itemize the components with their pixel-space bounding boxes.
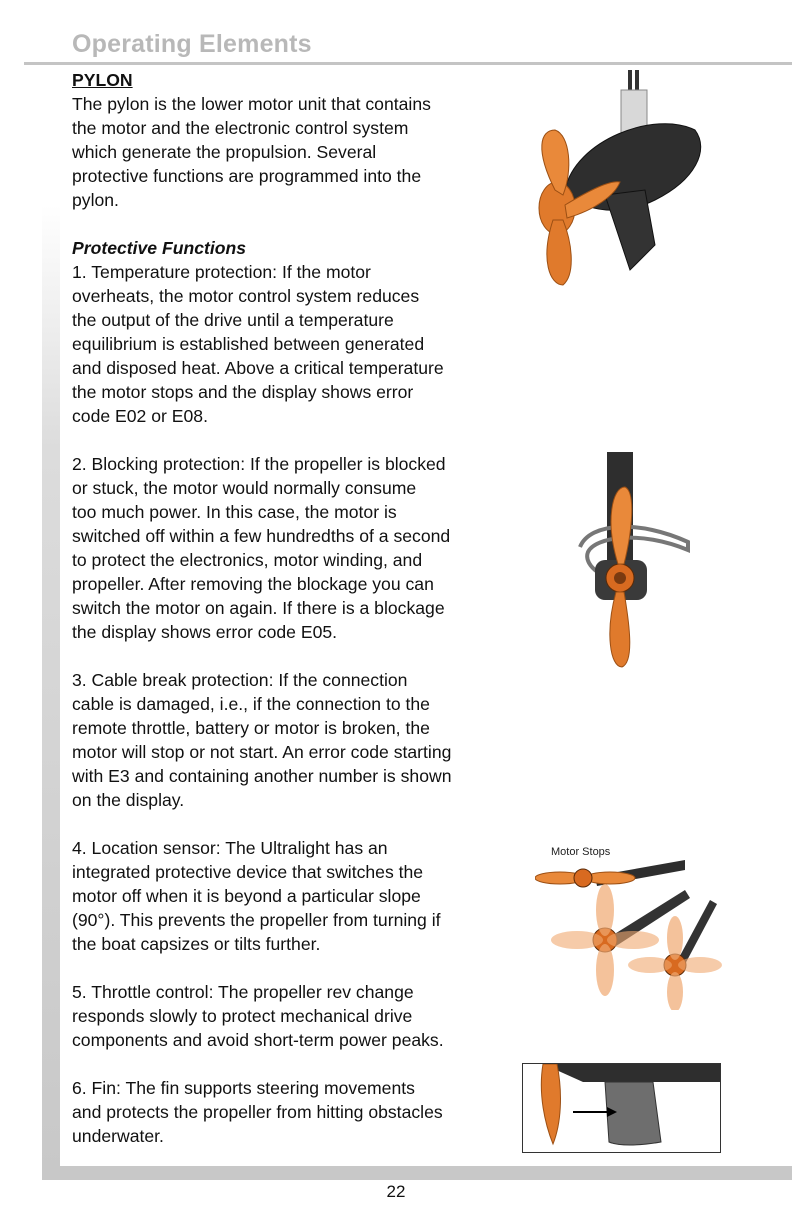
location-sensor-paragraph: 4. Location sensor: The Ultralight has an integrated protective device that switches the motor off when it is beyond a particular slope (90°). This prevents the propeller from turning if the boat capsizes or tilts further.	[72, 838, 441, 954]
fin-paragraph: 6. Fin: The fin supports steering movements and protects the propeller from hitting obstacles underwater.	[72, 1078, 443, 1146]
motor-stops-caption: Motor Stops	[551, 846, 611, 858]
temperature-protection-paragraph: 1. Temperature protection: If the motor overheats, the motor control system reduces the output of the drive until a temperature equilibrium is established between generated and disposed heat. Above a critical temperature the motor stops and the display shows error code E02 or E08.	[72, 262, 444, 426]
title-divider	[24, 62, 792, 65]
pylon-illustration	[535, 70, 705, 290]
blocking-protection-paragraph: 2. Blocking protection: If the propeller is blocked or stuck, the motor would normally consume too much power. In this case, the motor is switched off within a few hundredths of a second to protect the electronics, motor winding, and propeller. After removing the blockage you can switch the motor on again. If there is a blockage the display shows error code E05.	[72, 454, 451, 642]
left-margin-bar	[42, 205, 60, 1180]
section-heading-pylon: PYLON	[72, 70, 133, 90]
cable-break-protection-paragraph: 3. Cable break protection: If the connection cable is damaged, i.e., if the connection to the remote throttle, battery or motor is broken, the motor will stop or not start. An error code starting with E3 and containing another number is shown on the display.	[72, 670, 452, 810]
protective-functions-heading: Protective Functions	[72, 238, 247, 258]
pylon-intro-paragraph: The pylon is the lower motor unit that contains the motor and the electronic control system which generate the propulsion. Several protective functions are programmed into the pylon.	[72, 94, 431, 210]
bottom-margin-bar	[42, 1166, 792, 1180]
throttle-control-paragraph: 5. Throttle control: The propeller rev change responds slowly to protect mechanical drive components and avoid short-term power peaks.	[72, 982, 444, 1050]
body-text-column	[72, 68, 512, 1148]
page-title: Operating Elements	[72, 30, 312, 58]
blocking-illustration	[570, 452, 695, 672]
motor-stops-illustration	[535, 860, 725, 1010]
fin-illustration	[522, 1063, 721, 1153]
page-number: 22	[386, 1182, 406, 1201]
